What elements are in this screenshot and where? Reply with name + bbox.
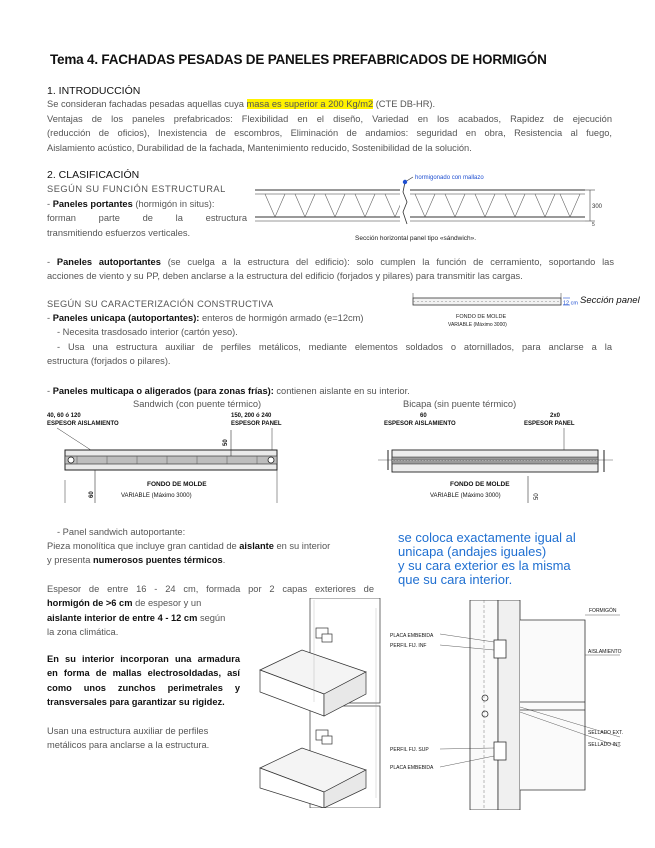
- fig5-label: PERFIL FIJ. INF: [390, 643, 427, 649]
- aislante-espesor-term: aislante interior de entre 4 - 12 cm: [47, 612, 198, 623]
- fig1-dimension-2: 5: [592, 222, 595, 228]
- armadura-line: En su interior incorporan una armadura: [47, 654, 240, 664]
- unicapa-term: Paneles unicapa (autoportantes):: [52, 313, 200, 323]
- multicapa-term: Paneles multicapa o aligerados (para zonas frías):: [52, 386, 274, 396]
- unicapa-line: estructura (forjados o pilares).: [47, 356, 171, 367]
- fig3-bottom-label: VARIABLE (Máximo 3000): [121, 493, 192, 499]
- fig2-label-2: VARIABLE (Máximo 3000): [448, 322, 507, 328]
- portantes-line: forman parte de la estructura: [47, 213, 247, 224]
- fig1-dimension: 300: [592, 204, 603, 210]
- fig5-label: SELLADO INT.: [588, 742, 622, 748]
- sandwich-detail-figure: [47, 408, 297, 506]
- text: de espesor y un: [132, 598, 202, 609]
- fig3-label: ESPESOR AISLAMIENTO: [47, 421, 119, 427]
- fig1-top-label: hormigonado con mallazo: [415, 175, 484, 181]
- intro-paragraph-2: [47, 112, 612, 155]
- text: según: [197, 612, 226, 623]
- highlighted-mass-text: masa es superior a 200 Kg/m2: [246, 99, 374, 109]
- autoportantes-block: [47, 255, 614, 284]
- fig4-label: 60: [420, 413, 427, 419]
- portantes-term: Paneles portantes: [52, 199, 133, 209]
- usan-line: metálicos para anclarse a la estructura.: [47, 740, 210, 751]
- dash: -: [47, 313, 53, 323]
- fig4-bottom-label: FONDO DE MOLDE: [450, 481, 510, 488]
- intro-line: Ventajas de los paneles prefabricados: Flexibilidad en el diseño, Variedad en los acabados, Rapidez de ejecución: [47, 114, 612, 124]
- sandwich-description: [47, 539, 377, 568]
- section-2-heading: 2. CLASIFICACIÓN: [47, 169, 140, 181]
- text: Pieza monolítica que incluye gran cantidad de: [47, 541, 240, 551]
- fig5-label: PLACA EMBEBIDA: [390, 765, 434, 771]
- espesor-line: la zona climática.: [47, 627, 119, 638]
- annotation-line: unicapa (andajes iguales): [398, 544, 547, 559]
- unicapa-text: enteros de hormigón armado (e=12cm): [199, 313, 364, 323]
- fig4-label: ESPESOR PANEL: [524, 421, 575, 427]
- usan-line: Usan una estructura auxiliar de perfiles: [47, 726, 209, 736]
- text: en su interior: [273, 541, 331, 551]
- unicapa-section-figure: [408, 290, 648, 332]
- fig5-label: AISLAMIENTO: [588, 649, 622, 655]
- sandwich-section-figure: [255, 172, 605, 244]
- armadura-block: [47, 652, 240, 710]
- fig1-caption: Sección horizontal panel tipo «sándwich».: [355, 235, 477, 242]
- aislante-term: aislante: [239, 541, 274, 551]
- dash: -: [47, 386, 53, 396]
- intro-paragraph-1: [47, 97, 607, 111]
- fig2-label-1: FONDO DE MOLDE: [456, 314, 507, 320]
- fig5-label: SELLADO EXT.: [588, 730, 624, 736]
- fig3-bottom-label: FONDO DE MOLDE: [147, 481, 207, 488]
- fig3-label: 150, 200 ó 240: [231, 413, 272, 419]
- page-title: Tema 4. FACHADAS PESADAS DE PANELES PREFABRICADOS DE HORMIGÓN: [50, 52, 547, 67]
- intro-text-pre: Se consideran fachadas pesadas aquellas cuya: [47, 99, 247, 109]
- subheading-funcion: SEGÚN SU FUNCIÓN ESTRUCTURAL: [47, 184, 226, 194]
- bicapa-caption: Bicapa (sin puente térmico): [403, 399, 517, 409]
- dash: -: [47, 257, 57, 267]
- sandwich-caption: Sandwich (con puente térmico): [133, 399, 262, 409]
- fig4-bottom-label: VARIABLE (Máximo 3000): [430, 493, 501, 499]
- portantes-block: [47, 197, 247, 240]
- portantes-line: transmitiendo esfuerzos verticales.: [47, 227, 191, 238]
- sandwich-autoportante-heading: - Panel sandwich autoportante:: [57, 527, 186, 537]
- intro-line: (reducción de oficios), Inexistencia de escombros, Eliminación de andamios: seguridad en obra, Resistencia al fuego,: [47, 128, 612, 139]
- annotation-line: se coloca exactamente igual al: [398, 530, 576, 545]
- armadura-line: transversales para garantizar su rigidez.: [47, 697, 225, 708]
- fig3-dim: 60: [89, 491, 95, 498]
- fig3-label: ESPESOR PANEL: [231, 421, 282, 427]
- text: .: [222, 555, 226, 566]
- annotation-line: que su cara interior.: [398, 572, 513, 587]
- armadura-line: en forma de mallas electrosoldadas, así: [47, 668, 240, 679]
- autoportantes-line: acciones de viento y su PP, deben anclarse a la estructura del edificio (forjados y pilares) para transmitir las cargas.: [47, 271, 523, 282]
- fig2-handwritten-label: Sección panel: [580, 295, 640, 306]
- multicapa-text: contienen aislante en su interior.: [273, 386, 410, 396]
- fig4-label: 2x0: [550, 413, 561, 419]
- fig5-label: PLACA EMBEBIDA: [390, 633, 434, 639]
- fig2-dimension: 12 cm: [563, 300, 578, 307]
- espesor-line: Espesor de entre 16 - 24 cm, formada por 2 capas exteriores de: [47, 584, 374, 594]
- armadura-line: como unos zunchos perimetrales y: [47, 682, 240, 693]
- subheading-constructiva: SEGÚN SU CARACTERIZACIÓN CONSTRUCTIVA: [47, 299, 274, 309]
- fig4-dim: 50: [534, 493, 540, 500]
- intro-line: Aislamiento acústico, Durabilidad de la fachada, Mantenimiento reducido, Sostenibilidad de la solución.: [47, 142, 472, 153]
- autoportantes-term: Paneles autoportantes: [56, 257, 161, 267]
- fig5-label: FORMIGÓN: [589, 608, 617, 614]
- fig3-dim: 50: [223, 439, 229, 446]
- bicapa-detail-figure: [378, 408, 618, 506]
- autoportantes-text: (se cuelga a la estructura del edificio): solo cumplen la función de cerramiento, soportando las: [160, 257, 614, 267]
- portantes-text: (hormigón in situs):: [132, 199, 215, 209]
- panel-isometric-figure: [256, 598, 386, 808]
- section-1-heading: 1. INTRODUCCIÓN: [47, 85, 141, 97]
- puentes-term: numerosos puentes térmicos: [93, 555, 223, 566]
- usan-block: [47, 724, 242, 753]
- fig4-label: ESPESOR AISLAMIENTO: [384, 421, 456, 427]
- unicapa-line: - Necesita trasdosado interior (cartón yeso).: [57, 327, 238, 338]
- intro-text-post: (CTE DB-HR).: [373, 99, 436, 109]
- fig3-label: 40, 60 ó 120: [47, 413, 81, 419]
- dash: -: [47, 199, 53, 209]
- joint-detail-figure: [390, 600, 640, 810]
- fig5-label: PERFIL FIJ. SUP: [390, 747, 429, 753]
- blue-annotation: [398, 531, 638, 587]
- annotation-line: y su cara exterior es la misma: [398, 558, 571, 573]
- text: y presenta: [47, 555, 93, 566]
- unicapa-line: - Usa una estructura auxiliar de perfiles metálicos, mediante elementos soldados o atornillados, para anclarse a la: [57, 341, 612, 352]
- hormigon-term: hormigón de >6 cm: [47, 598, 133, 609]
